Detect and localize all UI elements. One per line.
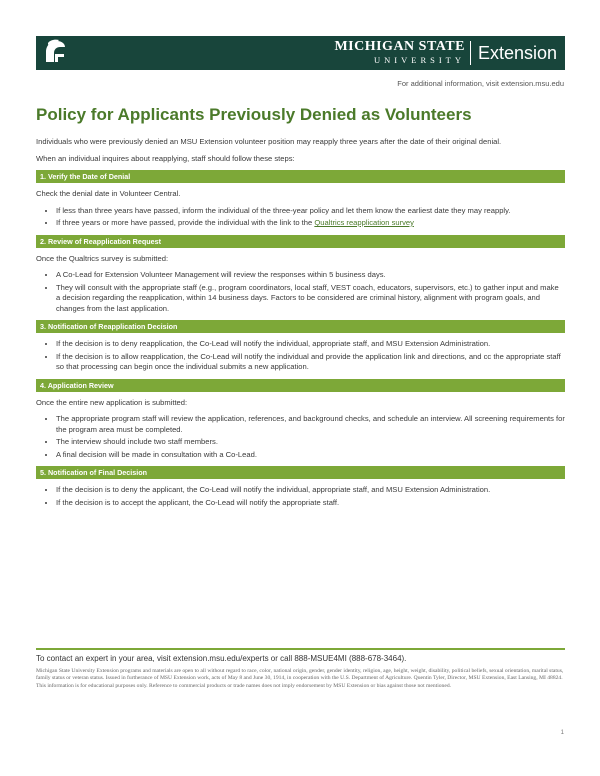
logo-line-1: MICHIGAN STATE (334, 39, 465, 54)
contact-line: To contact an expert in your area, visit extension.msu.edu/experts or call 888-MSUE4MI (888-678-3464). (36, 654, 407, 663)
step-heading: 5. Notification of Final Decision (36, 466, 565, 479)
step-lead: Once the entire new application is submitted: (36, 397, 188, 407)
msu-extension-banner (36, 36, 565, 70)
step-heading: 3. Notification of Reapplication Decision (36, 320, 565, 333)
extension-label: Extension (477, 43, 557, 63)
step-bullets (36, 206, 565, 229)
page-title: Policy for Applicants Previously Denied as Volunteers (36, 105, 472, 124)
footer-divider (36, 648, 565, 650)
intro-paragraph: Individuals who were previously denied an MSU Extension volunteer position may reapply three years after the date of their original denial. (36, 137, 502, 146)
msu-wordmark (334, 40, 465, 66)
intro-paragraph: When an individual inquires about reapplying, staff should follow these steps: (36, 153, 295, 163)
logo-line-2: UNIVERSITY (374, 55, 465, 65)
list-item: • If less than three years have passed, inform the individual of the three-year policy and let them know the earliest date they may reapply. (56, 206, 565, 217)
list-item: • If the decision is to accept the applicant, the Co-Lead will notify the appropriate staff. (56, 498, 565, 509)
legal-disclaimer: Michigan State University Extension programs and materials are open to all without regard to race, color, national origin, gender, gender identity, religion, age, height, weight, disability, political beliefs, sexual orientation, marital status, family status or veteran status. Issued in furtherance of MSU Extension work, acts of May 8 and June 30, 1914, in cooperation with the U.S. Department of Agriculture. Quentin Tyler, Director, MSU Extension, East Lansing, MI 48824. This information is for educational purposes only. Reference to commercial products or trade names does not imply endorsement by MSU Extension or bias against those not mentioned. (36, 668, 564, 689)
list-item: • The interview should include two staff members. (56, 437, 565, 448)
step-lead: Once the Qualtrics survey is submitted: (36, 253, 169, 263)
list-item: • If the decision is to deny the applicant, the Co-Lead will notify the individual, appropriate staff, and MSU Extension Administration. (56, 485, 565, 496)
step-bullets (36, 339, 565, 373)
list-item: • They will consult with the appropriate staff (e.g., program coordinators, local staff, VEST coach, educators, supervisors, etc.) to gather input and make a decision regarding the reapplication, within 14 business days. Factors to be considered are criminal history, alignment with program goals, and changes from the last application. (56, 283, 565, 315)
qualtrics-survey-link[interactable]: Qualtrics reapplication survey (314, 218, 414, 227)
step-lead: Check the denial date in Volunteer Central. (36, 189, 181, 198)
list-item: • If the decision is to deny reapplication, the Co-Lead will notify the individual, appropriate staff, and MSU Extension Administration. (56, 339, 565, 350)
list-item (56, 218, 565, 229)
step-bullets (36, 270, 565, 314)
step-bullets (36, 485, 565, 508)
step-heading: 4. Application Review (36, 379, 565, 392)
spartan-helmet-icon (40, 38, 70, 68)
step-heading: 2. Review of Reapplication Request (36, 235, 565, 248)
page-number: 1 (560, 730, 564, 736)
list-item: • If the decision is to allow reapplication, the Co-Lead will notify the individual and provide the application link and directions, and cc the appropriate staff so that processing can begin once the individual submits a new application. (56, 352, 565, 373)
step-bullets (36, 414, 565, 460)
logo-divider (470, 41, 471, 65)
policy-body (36, 137, 565, 514)
step-heading: 1. Verify the Date of Denial (36, 170, 565, 183)
list-item: • A final decision will be made in consultation with a Co-Lead. (56, 450, 565, 461)
list-item-text: If three years or more have passed, provide the individual with the link to the (56, 218, 315, 227)
more-info-line: For additional information, visit extension.msu.edu (397, 79, 564, 88)
list-item: • The appropriate program staff will review the application, references, and background checks, and schedule an interview. All screening requirements for the program area must be completed. (56, 414, 565, 435)
list-item: • A Co-Lead for Extension Volunteer Management will review the responses within 5 business days. (56, 270, 565, 281)
